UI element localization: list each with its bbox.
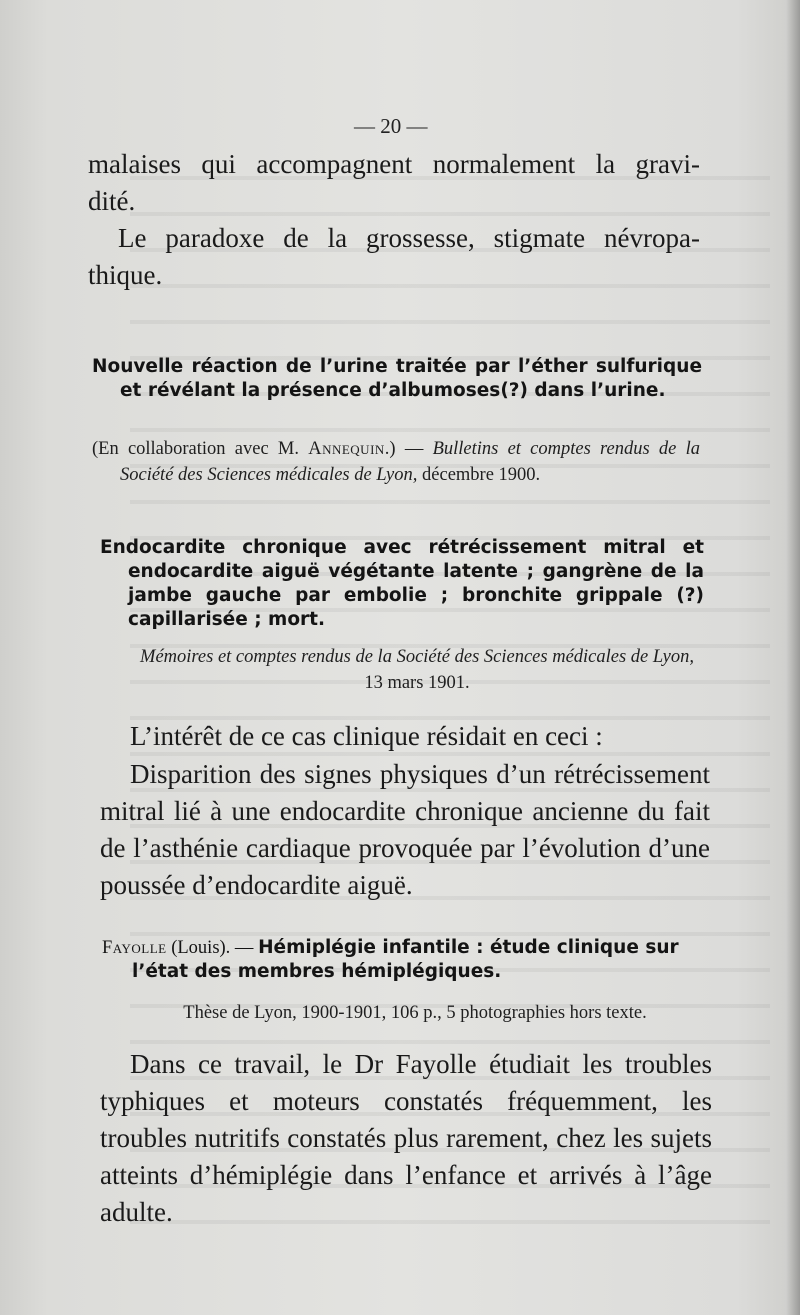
entry-2-reference bbox=[130, 644, 704, 696]
paragraph-2-line-2: thique. bbox=[88, 260, 163, 290]
paragraph-2 bbox=[88, 220, 700, 294]
entry-3-title: Hémiplégie infantile : étude clinique sur l’état des membres hémiplégiques. bbox=[132, 937, 679, 982]
entry-3-author: Fayolle bbox=[102, 938, 167, 958]
paragraph-1-line-1: malaises qui accompagnent normalement la gravi- bbox=[88, 149, 700, 179]
paragraph-2-line-1: Le paradoxe de la grossesse, stigmate névropa- bbox=[118, 223, 700, 253]
entry-1-title: Nouvelle réaction de l’urine traitée par l’éther sulfurique et révélant la présence d’albumoses(?) dans l’urine. bbox=[92, 356, 702, 401]
page-number: — 20 — bbox=[354, 114, 428, 138]
paragraph-5: Dans ce travail, le Dr Fayolle étudiait les troubles typhiques et moteurs constatés fréquemment, les troubles nutritifs constatés plus rarement, chez les sujets atteints d’hémiplégie dans l’enfance et arrivés à l’âge adulte. bbox=[100, 1049, 712, 1227]
paragraph-3: L’intérêt de ce cas clinique résidait en ceci : bbox=[130, 721, 603, 751]
entry-1-journal: Bulletins et comptes rendus de la Société des Sciences médicales de Lyon, bbox=[120, 439, 700, 485]
paragraph-1-line-2: dité. bbox=[88, 186, 136, 216]
entry-3-author-rest: (Louis). — bbox=[166, 938, 259, 958]
page-edge-shadow bbox=[786, 0, 800, 1315]
entry-2-journal: Mémoires et comptes rendus de la Société des Sciences médicales de Lyon, bbox=[140, 647, 694, 667]
entry-2-date: 13 mars 1901. bbox=[364, 673, 470, 693]
entry-1-ref-prefix: (En collaboration avec M. bbox=[92, 439, 309, 459]
entry-1-reference bbox=[92, 436, 700, 488]
entry-2-title: Endocardite chronique avec rétrécissement mitral et endocardite aiguë végétante latente ; gangrène de la jambe gauche par embolie ; bronchite grippale (?) capillarisée ; mort. bbox=[100, 537, 704, 630]
entry-1-date: décembre 1900. bbox=[417, 465, 541, 485]
entry-3-reference: Thèse de Lyon, 1900-1901, 106 p., 5 photographies hors texte. bbox=[183, 1003, 647, 1023]
entry-1-ref-mid: .) — bbox=[384, 439, 433, 459]
paragraph-4: Disparition des signes physiques d’un rétrécissement mitral lié à une endocardite chronique ancienne du fait de l’asthénie cardiaque provoquée par l’évolution d’une poussée d’endocardite aiguë. bbox=[100, 759, 710, 900]
entry-1-collaborator: Annequin bbox=[308, 439, 385, 459]
paragraph-1 bbox=[88, 146, 700, 220]
entry-3-heading bbox=[102, 936, 704, 984]
